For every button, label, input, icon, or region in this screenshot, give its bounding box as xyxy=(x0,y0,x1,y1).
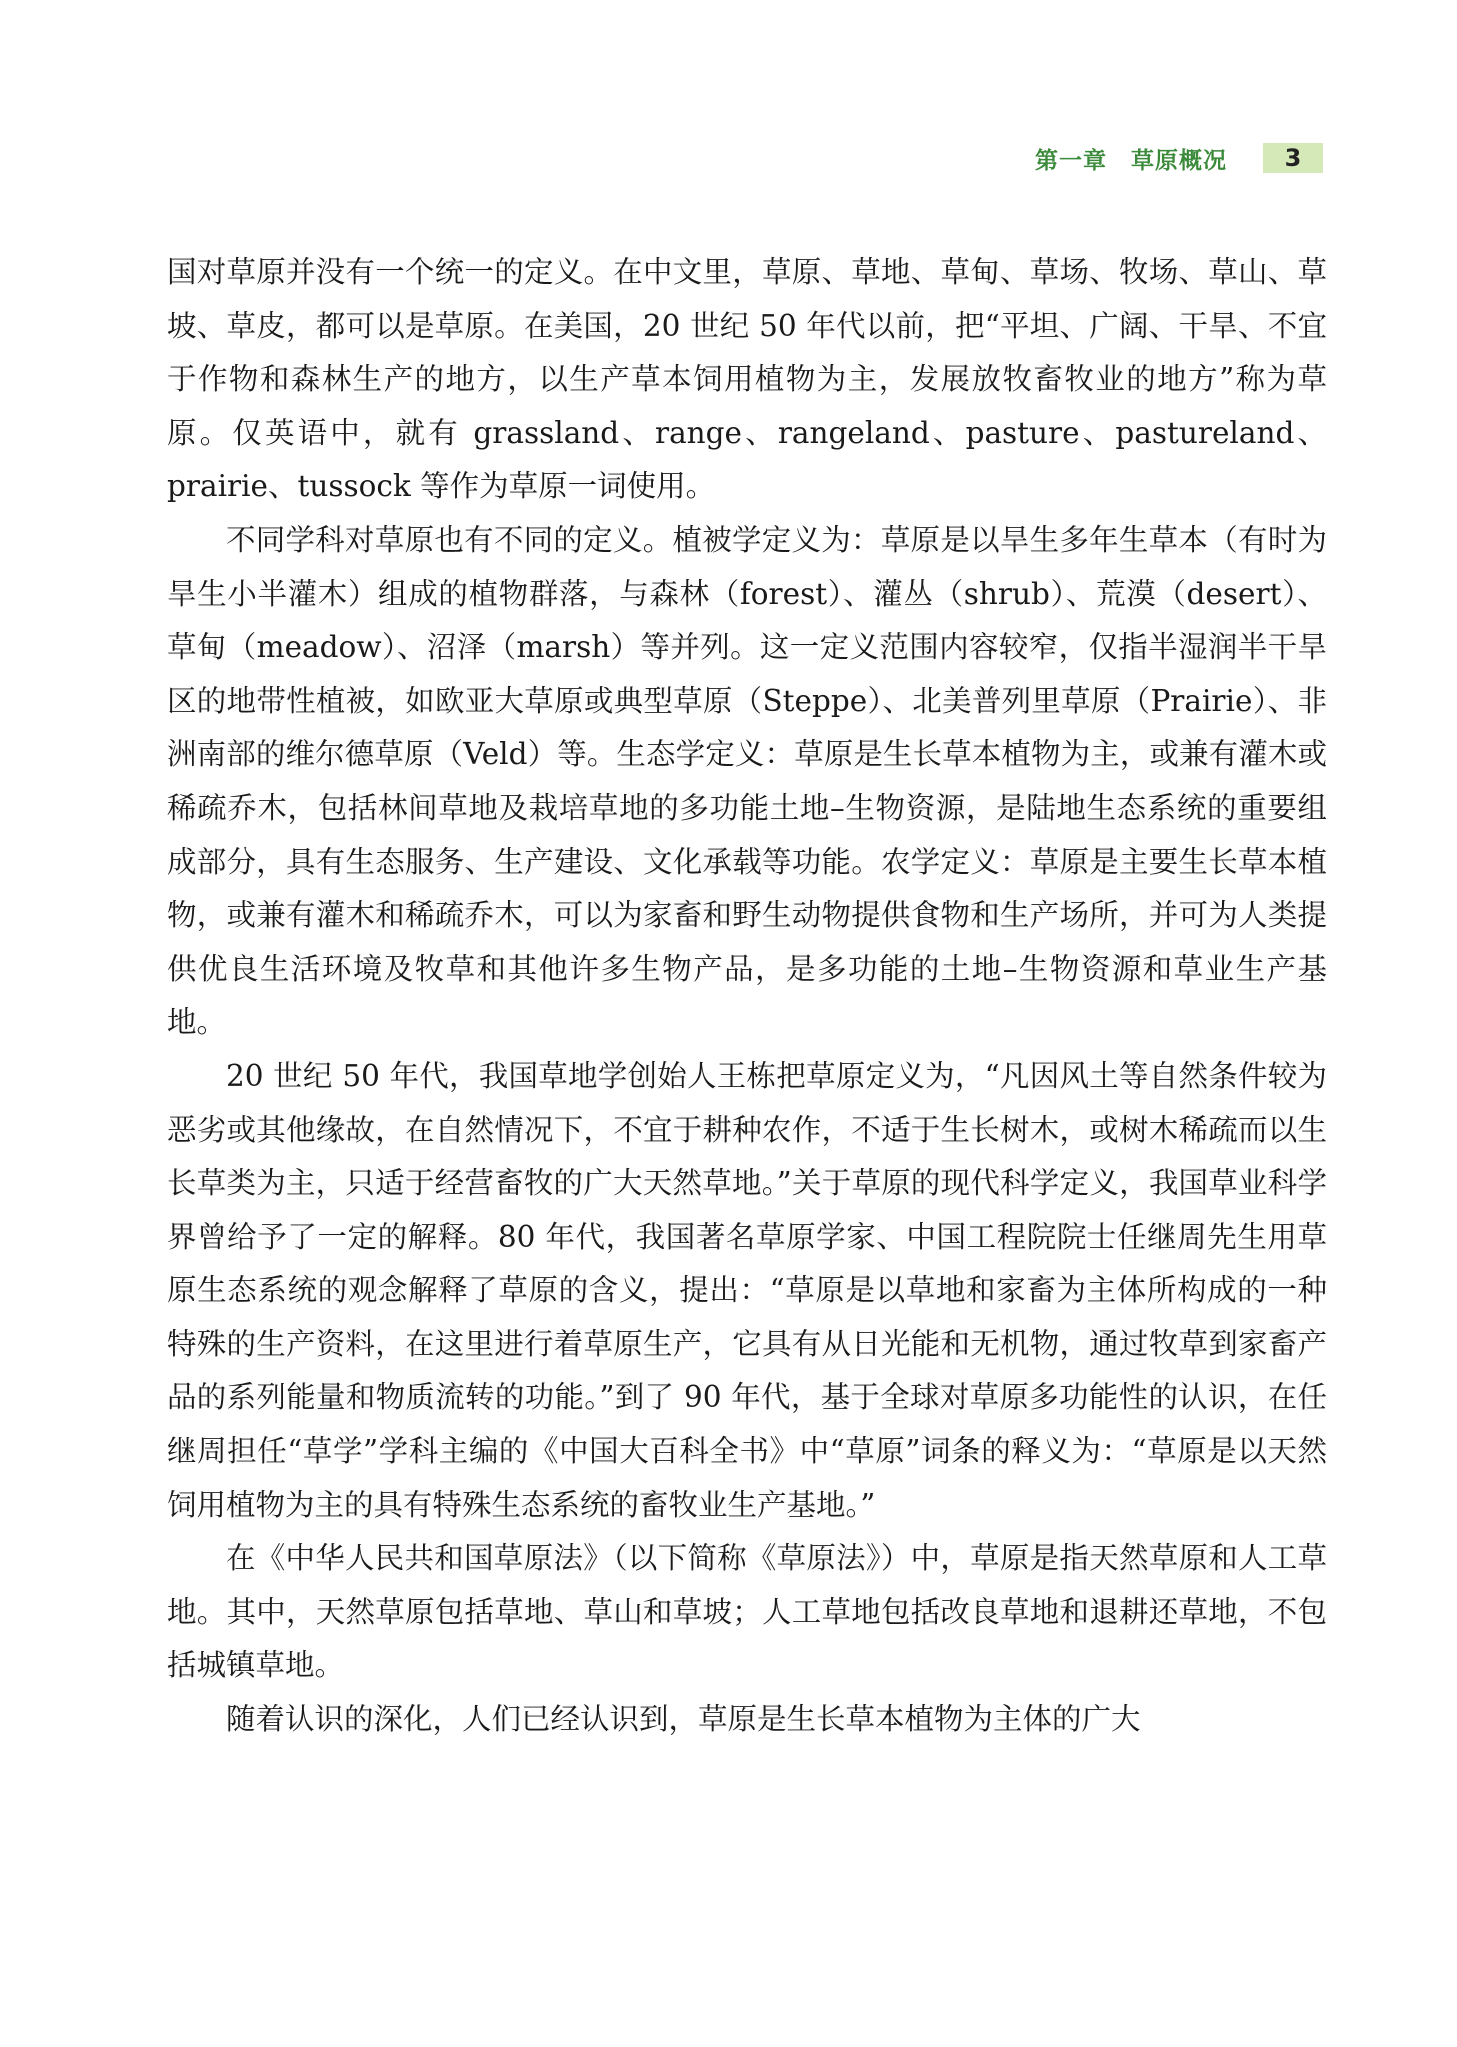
paragraph: 不同学科对草原也有不同的定义。植被学定义为：草原是以旱生多年生草本（有时为旱生小半灌木）组成的植物群落，与森林（forest）、灌丛（shrub）、荒漠（desert）、草甸（meadow）、沼泽（marsh）等并列。这一定义范围内容较窄，仅指半湿润半干旱区的地带性植被，如欧亚大草原或典型草原（Steppe）、北美普列里草原（Prairie）、非洲南部的维尔德草原（Veld）等。生态学定义：草原是生长草本植物为主，或兼有灌木或稀疏乔木，包括林间草地及栽培草地的多功能土地–生物资源，是陆地生态系统的重要组成部分，具有生态服务、生产建设、文化承载等功能。农学定义：草原是主要生长草本植物，或兼有灌木和稀疏乔木，可以为家畜和野生动物提供食物和生产场所，并可为人类提供优良生活环境及牧草和其他许多生物产品，是多功能的土地–生物资源和草业生产基地。 xyxy=(167,522,1327,1040)
body-text xyxy=(167,246,1327,1747)
running-header xyxy=(1035,142,1323,174)
page-number-box xyxy=(1263,143,1323,173)
paragraph: 在《中华人民共和国草原法》（以下简称《草原法》）中，草原是指天然草原和人工草地。其中，天然草原包括草地、草山和草坡；人工草地包括改良草地和退耕还草地，不包括城镇草地。 xyxy=(167,1541,1327,1683)
paragraph: 国对草原并没有一个统一的定义。在中文里，草原、草地、草甸、草场、牧场、草山、草坡、草皮，都可以是草原。在美国，20 世纪 50 年代以前，把“平坦、广阔、干旱、不宜于作物和森林生产的地方，以生产草本饲用植物为主，发展放牧畜牧业的地方”称为草原。仅英语中，就有 grassland、range、rangeland、pasture、pastureland、prairie、tussock 等作为草原一词使用。 xyxy=(167,255,1327,504)
chapter-title: 第一章 草原概况 xyxy=(1035,147,1227,174)
page-number: 3 xyxy=(1284,144,1302,172)
paragraph: 20 世纪 50 年代，我国草地学创始人王栋把草原定义为，“凡因风土等自然条件较为恶劣或其他缘故，在自然情况下，不宜于耕种农作，不适于生长树木，或树木稀疏而以生长草类为主，只适于经营畜牧的广大天然草地。”关于草原的现代科学定义，我国草业科学界曾给予了一定的解释。80 年代，我国著名草原学家、中国工程院院士任继周先生用草原生态系统的观念解释了草原的含义，提出：“草原是以草地和家畜为主体所构成的一种特殊的生产资料，在这里进行着草原生产，它具有从日光能和无机物，通过牧草到家畜产品的系列能量和物质流转的功能。”到了 90 年代，基于全球对草原多功能性的认识，在任继周担任“草学”学科主编的《中国大百科全书》中“草原”词条的释义为：“草原是以天然饲用植物为主的具有特殊生态系统的畜牧业生产基地。” xyxy=(167,1058,1327,1522)
paragraph: 随着认识的深化，人们已经认识到，草原是生长草本植物为主体的广大 xyxy=(226,1702,1141,1737)
